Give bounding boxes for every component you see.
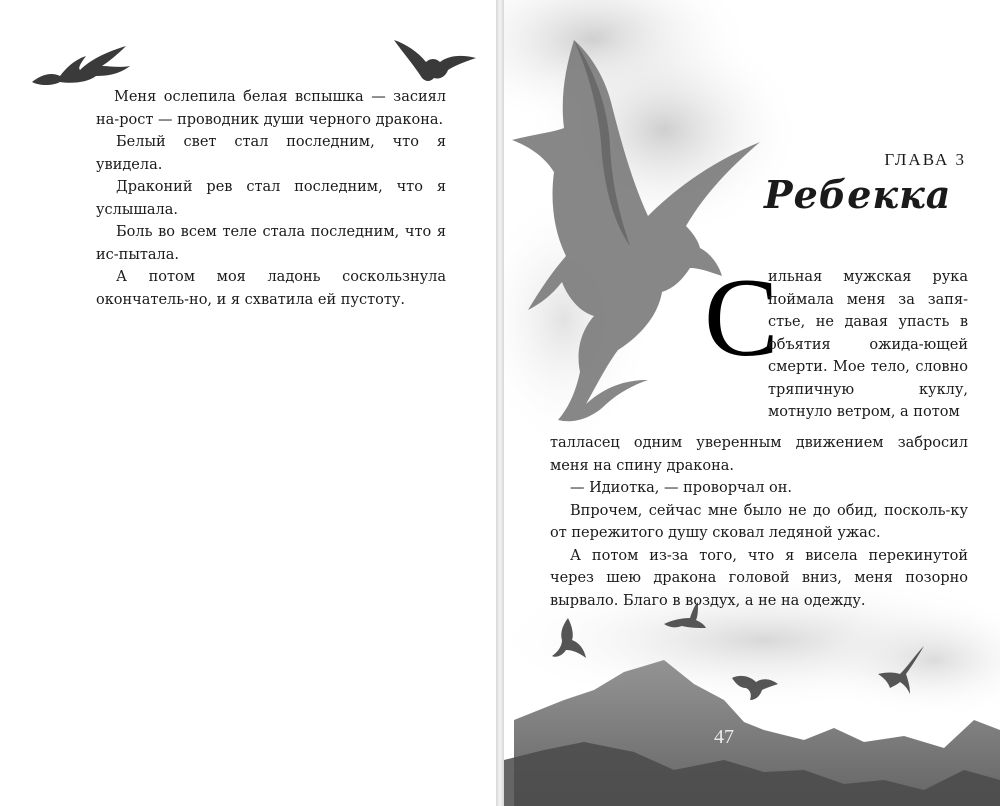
left-page-text [96,86,446,311]
small-dragon-icon [866,644,926,696]
small-dragon-icon [550,616,590,660]
first-paragraph-column [768,266,968,424]
right-page-text [550,432,968,612]
small-dragon-icon [730,668,782,702]
page-number: 47 [714,726,734,748]
paragraph: Впрочем, сейчас мне было не до обид, посколь-ку от пережитого душу сковал ледяной ужас. [550,502,968,541]
paragraph: А потом из-за того, что я висела перекинутой через шею дракона головой вниз, меня позорно вырвало. Благо в воздух, а не на одежду. [550,547,968,609]
left-dragon-icon [30,38,140,88]
book-gutter [496,0,504,806]
right-page [504,0,1000,806]
paragraph: Белый свет стал последним, что я увидела. [96,134,446,173]
chapter-title: Ребекка [764,172,952,217]
paragraph: ильная мужская рука поймала меня за запя-стье, не давая упасть в объятия ожида-ющей смерти. Мое тело, словно тряпичную куклу, мотнуло ветром, а потом [768,269,968,420]
drop-cap: С [704,256,779,380]
paragraph: Меня ослепила белая вспышка — засиял на-рост — проводник души черного дракона. [96,89,446,128]
chapter-label: ГЛАВА 3 [884,150,966,169]
left-dragon-icon [392,38,478,84]
paragraph: Драконий рев стал последним, что я услышала. [96,179,446,218]
paragraph: — Идиотка, — проворчал он. [570,480,793,496]
paragraph: А потом моя ладонь соскользнула окончатель-но, и я схватила ей пустоту. [96,269,446,308]
paragraph: талласец одним уверенным движением забросил меня на спину дракона. [550,435,968,474]
left-page [0,0,496,806]
paragraph: Боль во всем теле стала последним, что я ис-пытала. [96,224,446,263]
